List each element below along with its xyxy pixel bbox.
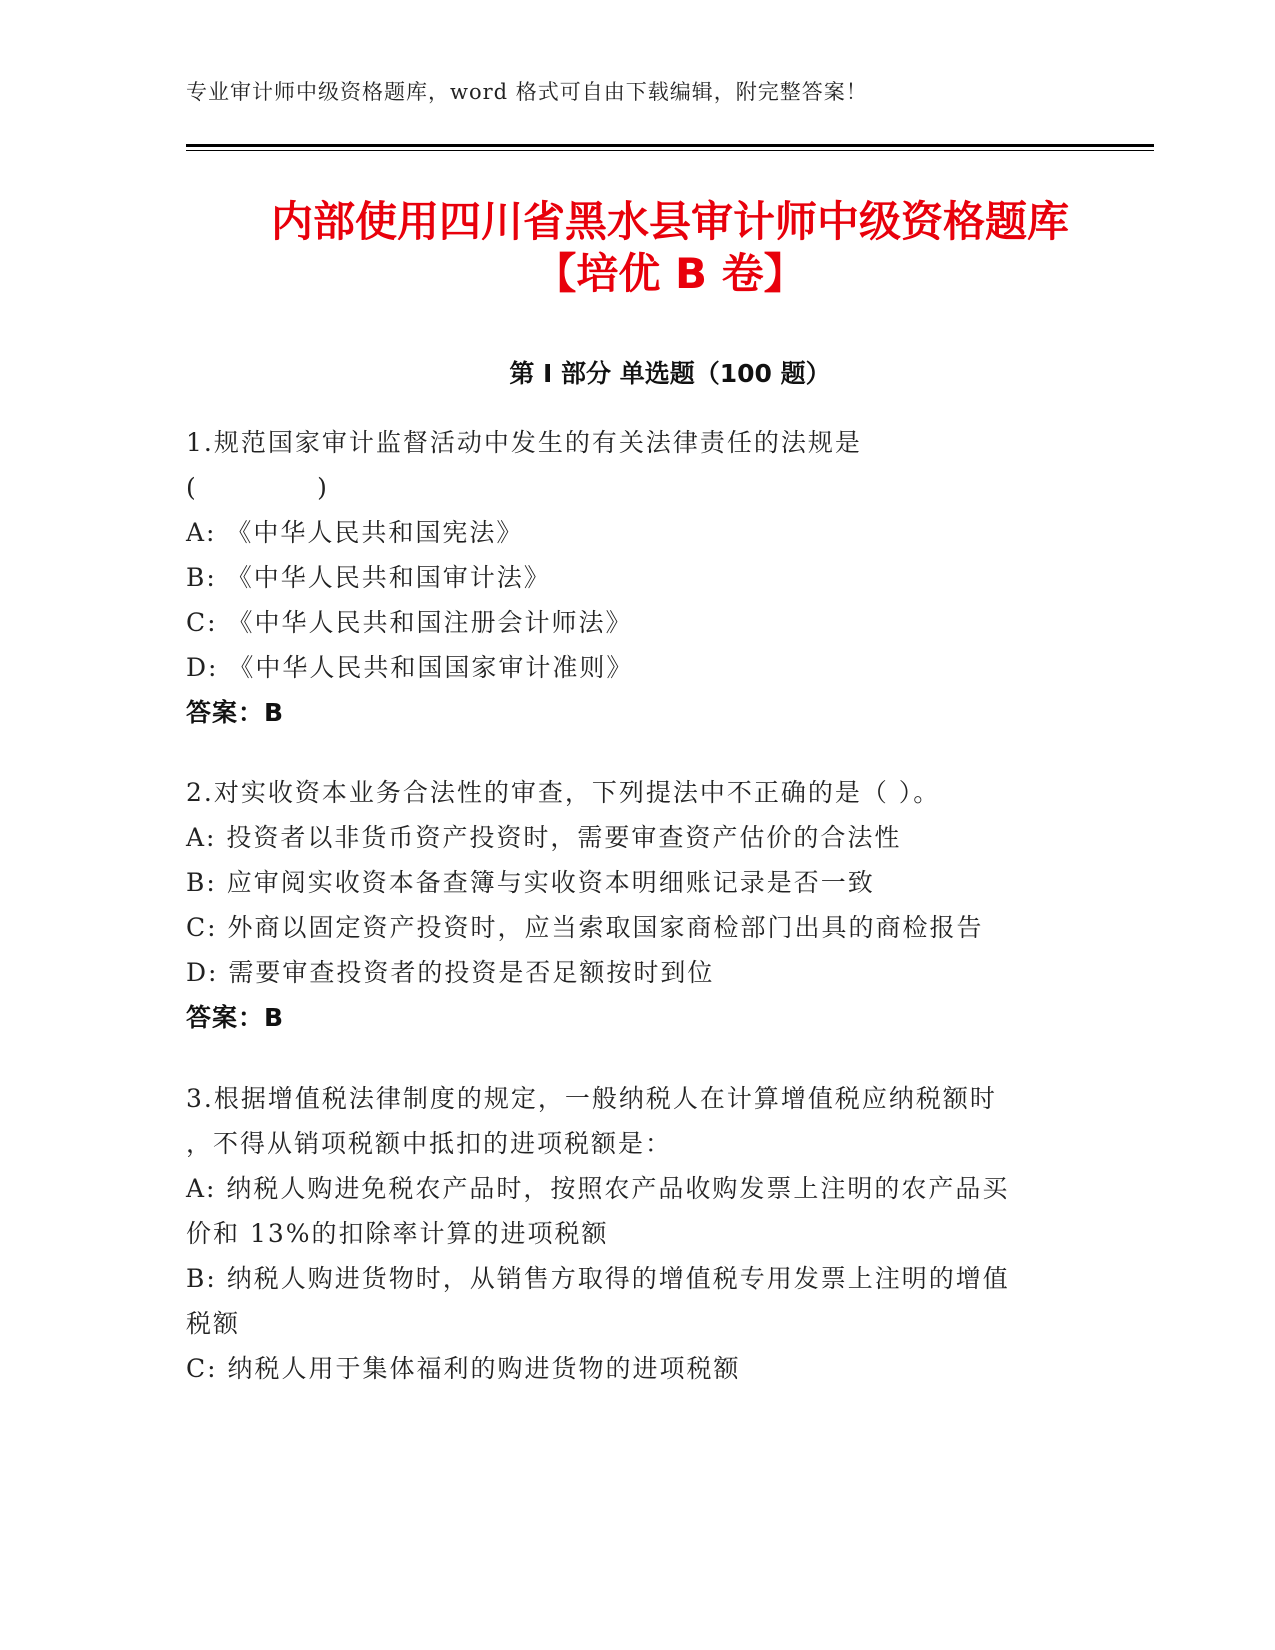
header-rule-thick: [186, 144, 1154, 147]
question-stem: 2.对实收资本业务合法性的审查，下列提法中不正确的是（ ）。: [186, 778, 941, 807]
question-3: [186, 1076, 1086, 1391]
option-a: A: 投资者以非货币资产投资时，需要审查资产估价的合法性: [186, 823, 902, 852]
title-line-1: 内部使用四川省黑水县审计师中级资格题库: [270, 197, 1069, 246]
question-blank: ( ): [186, 473, 329, 502]
option-a: A: 《中华人民共和国宪法》: [186, 518, 524, 547]
title-line-2: 【培优 B 卷】: [534, 249, 806, 298]
question-1: [186, 420, 1086, 735]
question-stem: 1.规范国家审计监督活动中发生的有关法律责任的法规是: [186, 428, 862, 457]
option-a-continued: 价和 13%的扣除率计算的进项税额: [186, 1219, 609, 1248]
option-d: D: 需要审查投资者的投资是否足额按时到位: [186, 958, 715, 987]
option-b-continued: 税额: [186, 1309, 241, 1338]
option-b: B: 《中华人民共和国审计法》: [186, 563, 551, 592]
question-stem: 3.根据增值税法律制度的规定，一般纳税人在计算增值税应纳税额时: [186, 1084, 997, 1113]
section-heading: 第 I 部分 单选题（100 题）: [509, 359, 831, 388]
option-c: C: 纳税人用于集体福利的购进货物的进项税额: [186, 1354, 741, 1383]
question-2: [186, 770, 1086, 1040]
header-rule-thin: [186, 150, 1154, 151]
option-b: B: 应审阅实收资本备查簿与实收资本明细账记录是否一致: [186, 868, 875, 897]
answer: 答案：B: [186, 698, 285, 727]
option-c: C: 外商以固定资产投资时，应当索取国家商检部门出具的商检报告: [186, 913, 984, 942]
option-a: A: 纳税人购进免税农产品时，按照农产品收购发票上注明的农产品买: [186, 1174, 1010, 1203]
option-b: B: 纳税人购进货物时，从销售方取得的增值税专用发票上注明的增值: [186, 1264, 1010, 1293]
document-title: [186, 196, 1154, 300]
option-d: D: 《中华人民共和国国家审计准则》: [186, 653, 634, 682]
header-note: 专业审计师中级资格题库，word 格式可自由下载编辑，附完整答案！: [186, 80, 868, 104]
question-stem-continued: ，不得从销项税额中抵扣的进项税额是：: [186, 1129, 673, 1158]
answer: 答案：B: [186, 1003, 285, 1032]
option-c: C: 《中华人民共和国注册会计师法》: [186, 608, 633, 637]
